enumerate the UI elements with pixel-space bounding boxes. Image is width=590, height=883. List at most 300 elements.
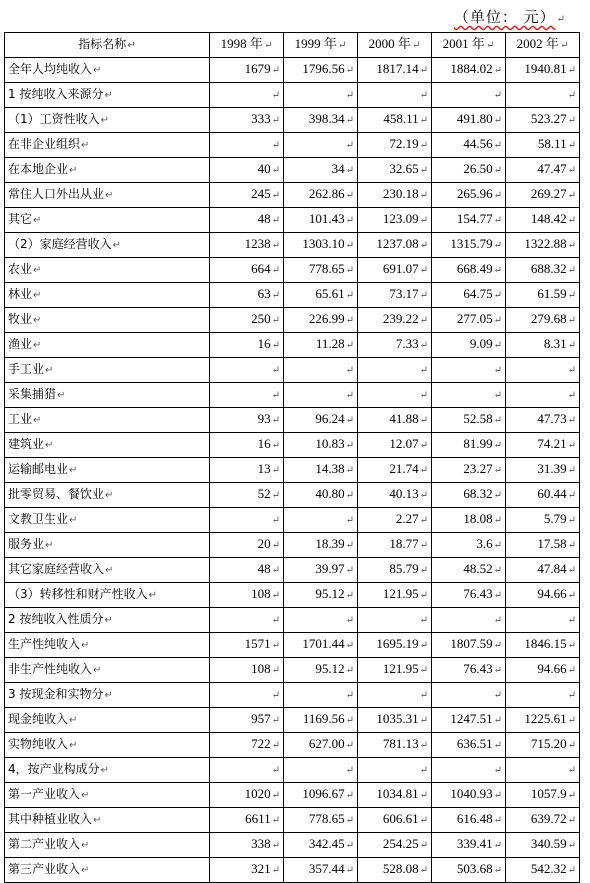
paragraph-mark-icon: ↵ <box>493 665 502 676</box>
row-label-cell: 第二产业收入↵ <box>5 833 210 858</box>
value-cell: 40↵ <box>210 158 284 183</box>
header-cell-2000: 2000 年↵ <box>358 33 432 58</box>
row-label-cell: 运输邮电业↵ <box>5 458 210 483</box>
table-row <box>5 583 580 608</box>
paragraph-mark-icon: ↵ <box>567 265 576 276</box>
value-cell: 778.65↵ <box>284 258 358 283</box>
paragraph-mark-icon: ↵ <box>419 315 428 326</box>
paragraph-mark-icon: ↵ <box>271 865 280 876</box>
paragraph-mark-icon: ↵ <box>345 540 354 551</box>
value-cell: 715.20↵ <box>506 733 580 758</box>
paragraph-mark-icon: ↵ <box>345 790 354 801</box>
paragraph-mark-icon: ↵ <box>419 740 428 751</box>
paragraph-mark-icon: ↵ <box>271 340 280 351</box>
row-label-cell: 林业↵ <box>5 283 210 308</box>
paragraph-mark-icon: ↵ <box>45 365 54 376</box>
row-label-cell: （3）转移性和财产性收入↵ <box>5 583 210 608</box>
table-row <box>5 408 580 433</box>
value-cell: 121.95↵ <box>358 583 432 608</box>
paragraph-mark-icon: ↵ <box>69 465 78 476</box>
paragraph-mark-icon: ↵ <box>567 690 576 701</box>
table-row <box>5 608 580 633</box>
value-cell: 32.65↵ <box>358 158 432 183</box>
row-label-cell: 其它↵ <box>5 208 210 233</box>
paragraph-mark-icon: ↵ <box>271 665 280 676</box>
value-cell: 47.73↵ <box>506 408 580 433</box>
value-cell: 14.38↵ <box>284 458 358 483</box>
paragraph-mark-icon: ↵ <box>345 90 354 101</box>
table-row <box>5 208 580 233</box>
value-cell <box>358 358 432 383</box>
paragraph-mark-icon: ↵ <box>567 415 576 426</box>
paragraph-mark-icon: ↵ <box>271 640 280 651</box>
value-cell <box>506 758 580 783</box>
paragraph-mark-icon: ↵ <box>93 65 102 76</box>
paragraph-mark-icon: ↵ <box>345 290 354 301</box>
value-cell: 1035.31↵ <box>358 708 432 733</box>
value-cell <box>284 758 358 783</box>
table-row <box>5 333 580 358</box>
value-cell: 1817.14↵ <box>358 58 432 83</box>
paragraph-mark-icon: ↵ <box>419 165 428 176</box>
row-label-cell: 3 按现金和实物分↵ <box>5 683 210 708</box>
value-cell: 6611↵ <box>210 808 284 833</box>
paragraph-mark-icon: ↵ <box>493 215 502 226</box>
table-row <box>5 483 580 508</box>
paragraph-mark-icon: ↵ <box>493 840 502 851</box>
paragraph-mark-icon: ↵ <box>345 190 354 201</box>
value-cell: 340.59↵ <box>506 833 580 858</box>
table-row <box>5 833 580 858</box>
paragraph-mark-icon: ↵ <box>493 165 502 176</box>
value-cell: 41.88↵ <box>358 408 432 433</box>
paragraph-mark-icon: ↵ <box>493 65 502 76</box>
paragraph-mark-icon: ↵ <box>271 590 280 601</box>
value-cell <box>210 758 284 783</box>
paragraph-mark-icon: ↵ <box>419 390 428 401</box>
paragraph-mark-icon: ↵ <box>345 165 354 176</box>
unit-label <box>454 6 566 27</box>
paragraph-mark-icon: ↵ <box>493 590 502 601</box>
paragraph-mark-icon: ↵ <box>493 765 502 776</box>
paragraph-mark-icon: ↵ <box>419 215 428 226</box>
value-cell: 1303.10↵ <box>284 233 358 258</box>
paragraph-mark-icon: ↵ <box>81 140 90 151</box>
paragraph-mark-icon: ↵ <box>69 165 78 176</box>
paragraph-mark-icon: ↵ <box>419 415 428 426</box>
value-cell: 1169.56↵ <box>284 708 358 733</box>
paragraph-mark-icon: ↵ <box>493 140 502 151</box>
paragraph-mark-icon: ↵ <box>345 715 354 726</box>
paragraph-mark-icon: ↵ <box>112 240 122 251</box>
value-cell <box>358 383 432 408</box>
paragraph-mark-icon: ↵ <box>33 340 42 351</box>
row-label-cell: 在本地企业↵ <box>5 158 210 183</box>
row-label-cell: 2 按纯收入性质分↵ <box>5 608 210 633</box>
paragraph-mark-icon: ↵ <box>419 190 428 201</box>
paragraph-mark-icon: ↵ <box>345 565 354 576</box>
value-cell: 48↵ <box>210 208 284 233</box>
paragraph-mark-icon: ↵ <box>93 665 102 676</box>
value-cell: 1096.67↵ <box>284 783 358 808</box>
paragraph-mark-icon: ↵ <box>345 140 354 151</box>
value-cell: 60.44↵ <box>506 483 580 508</box>
paragraph-mark-icon: ↵ <box>419 865 428 876</box>
value-cell <box>210 133 284 158</box>
value-cell: 338↵ <box>210 833 284 858</box>
paragraph-mark-icon: ↵ <box>493 690 502 701</box>
paragraph-mark-icon: ↵ <box>345 240 354 251</box>
table-row <box>5 358 580 383</box>
paragraph-mark-icon: ↵ <box>493 415 502 426</box>
value-cell: 279.68↵ <box>506 308 580 333</box>
value-cell: 1796.56↵ <box>284 58 358 83</box>
paragraph-mark-icon: ↵ <box>57 390 66 401</box>
paragraph-mark-icon: ↵ <box>345 590 354 601</box>
row-label-cell: 第一产业收入↵ <box>5 783 210 808</box>
paragraph-mark-icon: ↵ <box>271 690 280 701</box>
value-cell: 13↵ <box>210 458 284 483</box>
value-cell: 722↵ <box>210 733 284 758</box>
value-cell: 1846.15↵ <box>506 633 580 658</box>
paragraph-mark-icon: ↵ <box>419 665 428 676</box>
value-cell <box>284 608 358 633</box>
value-cell: 230.18↵ <box>358 183 432 208</box>
value-cell: 691.07↵ <box>358 258 432 283</box>
paragraph-mark-icon: ↵ <box>567 515 576 526</box>
value-cell: 1315.79↵ <box>432 233 506 258</box>
header-cell-2002: 2002 年↵ <box>506 33 580 58</box>
paragraph-mark-icon: ↵ <box>493 290 502 301</box>
paragraph-mark-icon: ↵ <box>493 390 502 401</box>
value-cell: 321↵ <box>210 858 284 883</box>
paragraph-mark-icon: ↵ <box>493 615 502 626</box>
row-label-cell: 实物纯收入↵ <box>5 733 210 758</box>
paragraph-mark-icon: ↵ <box>567 840 576 851</box>
value-cell <box>210 683 284 708</box>
row-label-cell: 现金纯收入↵ <box>5 708 210 733</box>
paragraph-mark-icon: ↵ <box>45 440 54 451</box>
value-cell <box>432 83 506 108</box>
table-row <box>5 708 580 733</box>
paragraph-mark-icon: ↵ <box>419 515 428 526</box>
paragraph-mark-icon: ↵ <box>493 190 502 201</box>
value-cell: 458.11↵ <box>358 108 432 133</box>
paragraph-mark-icon: ↵ <box>81 840 90 851</box>
paragraph-mark-icon: ↵ <box>104 615 113 626</box>
value-cell: 18.39↵ <box>284 533 358 558</box>
value-cell <box>358 83 432 108</box>
value-cell <box>210 383 284 408</box>
paragraph-mark-icon: ↵ <box>419 465 428 476</box>
value-cell: 1225.61↵ <box>506 708 580 733</box>
paragraph-mark-icon: ↵ <box>419 65 428 76</box>
paragraph-mark-icon: ↵ <box>69 715 78 726</box>
row-label-cell: 文教卫生业↵ <box>5 508 210 533</box>
value-cell: 688.32↵ <box>506 258 580 283</box>
value-cell: 5.79↵ <box>506 508 580 533</box>
paragraph-mark-icon: ↵ <box>271 715 280 726</box>
value-cell: 250↵ <box>210 308 284 333</box>
value-cell: 8.31↵ <box>506 333 580 358</box>
value-cell: 68.32↵ <box>432 483 506 508</box>
paragraph-mark-icon: ↵ <box>33 265 42 276</box>
unit-label-text: （单位： 元） <box>453 8 556 26</box>
paragraph-mark-icon: ↵ <box>493 365 502 376</box>
paragraph-mark-icon: ↵ <box>567 315 576 326</box>
row-label-cell: 4，按产业构成分↵ <box>5 758 210 783</box>
row-label-cell: 1 按纯收入来源分↵ <box>5 83 210 108</box>
paragraph-mark-icon: ↵ <box>567 640 576 651</box>
value-cell: 40.80↵ <box>284 483 358 508</box>
table-row <box>5 683 580 708</box>
value-cell: 34↵ <box>284 158 358 183</box>
table-row <box>5 283 580 308</box>
paragraph-mark-icon: ↵ <box>567 165 576 176</box>
value-cell <box>432 683 506 708</box>
paragraph-mark-icon: ↵ <box>345 765 354 776</box>
paragraph-mark-icon: ↵ <box>567 115 576 126</box>
paragraph-mark-icon: ↵ <box>567 340 576 351</box>
value-cell <box>284 383 358 408</box>
paragraph-mark-icon: ↵ <box>493 465 502 476</box>
paragraph-mark-icon: ↵ <box>567 565 576 576</box>
paragraph-mark-icon: ↵ <box>493 440 502 451</box>
paragraph-mark-icon: ↵ <box>493 265 502 276</box>
value-cell <box>506 358 580 383</box>
value-cell <box>432 758 506 783</box>
header-cell-2001: 2001 年↵ <box>432 33 506 58</box>
value-cell: 333↵ <box>210 108 284 133</box>
paragraph-mark-icon: ↵ <box>567 65 576 76</box>
row-label-cell: 手工业↵ <box>5 358 210 383</box>
paragraph-mark-icon: ↵ <box>493 340 502 351</box>
value-cell: 1884.02↵ <box>432 58 506 83</box>
value-cell: 95.12↵ <box>284 583 358 608</box>
value-cell <box>358 758 432 783</box>
value-cell: 1679↵ <box>210 58 284 83</box>
row-label-cell: 牧业↵ <box>5 308 210 333</box>
table-row <box>5 233 580 258</box>
row-label-cell: 农业↵ <box>5 258 210 283</box>
paragraph-mark-icon: ↵ <box>419 815 428 826</box>
paragraph-mark-icon: ↵ <box>345 640 354 651</box>
value-cell: 96.24↵ <box>284 408 358 433</box>
value-cell <box>284 358 358 383</box>
value-cell: 94.66↵ <box>506 658 580 683</box>
value-cell: 277.05↵ <box>432 308 506 333</box>
value-cell: 342.45↵ <box>284 833 358 858</box>
paragraph-mark-icon: ↵ <box>271 440 280 451</box>
paragraph-mark-icon: ↵ <box>493 315 502 326</box>
paragraph-mark-icon: ↵ <box>345 65 354 76</box>
value-cell: 74.21↵ <box>506 433 580 458</box>
value-cell: 108↵ <box>210 583 284 608</box>
row-label-cell: 在非企业组织↵ <box>5 133 210 158</box>
paragraph-mark-icon: ↵ <box>345 440 354 451</box>
paragraph-mark-icon: ↵ <box>419 840 428 851</box>
paragraph-mark-icon: ↵ <box>419 490 428 501</box>
value-cell: 239.22↵ <box>358 308 432 333</box>
value-cell: 23.27↵ <box>432 458 506 483</box>
paragraph-mark-icon: ↵ <box>271 365 280 376</box>
paragraph-mark-icon: ↵ <box>493 740 502 751</box>
paragraph-mark-icon: ↵ <box>567 365 576 376</box>
value-cell: 47.47↵ <box>506 158 580 183</box>
value-cell: 503.68↵ <box>432 858 506 883</box>
value-cell: 48.52↵ <box>432 558 506 583</box>
paragraph-mark-icon: ↵ <box>567 140 576 151</box>
paragraph-mark-icon: ↵ <box>271 240 280 251</box>
paragraph-mark-icon: ↵ <box>105 565 114 576</box>
paragraph-mark-icon: ↵ <box>567 740 576 751</box>
paragraph-mark-icon: ↵ <box>567 590 576 601</box>
value-cell: 64.75↵ <box>432 283 506 308</box>
value-cell: 9.09↵ <box>432 333 506 358</box>
paragraph-mark-icon: ↵ <box>271 65 280 76</box>
paragraph-mark-icon: ↵ <box>271 815 280 826</box>
table-body <box>5 58 580 883</box>
table-row <box>5 533 580 558</box>
paragraph-mark-icon: ↵ <box>345 740 354 751</box>
paragraph-mark-icon: ↵ <box>271 90 280 101</box>
paragraph-mark-icon: ↵ <box>567 390 576 401</box>
row-label-cell: 全年人均纯收入↵ <box>5 58 210 83</box>
value-cell: 639.72↵ <box>506 808 580 833</box>
row-label-cell: 其中种植业收入↵ <box>5 808 210 833</box>
paragraph-mark-icon: ↵ <box>271 190 280 201</box>
value-cell: 61.59↵ <box>506 283 580 308</box>
paragraph-mark-icon: ↵ <box>271 390 280 401</box>
paragraph-mark-icon: ↵ <box>493 565 502 576</box>
table-row <box>5 458 580 483</box>
paragraph-mark-icon: ↵ <box>345 615 354 626</box>
value-cell: 668.49↵ <box>432 258 506 283</box>
paragraph-mark-icon: ↵ <box>419 615 428 626</box>
paragraph-mark-icon: ↵ <box>567 90 576 101</box>
paragraph-mark-icon: ↵ <box>419 640 428 651</box>
paragraph-mark-icon: ↵ <box>81 865 90 876</box>
paragraph-mark-icon: ↵ <box>493 490 502 501</box>
value-cell: 664↵ <box>210 258 284 283</box>
row-label-cell: （2）家庭经营收入↵ <box>5 233 210 258</box>
paragraph-mark-icon: ↵ <box>567 815 576 826</box>
paragraph-mark-icon: ↵ <box>345 815 354 826</box>
value-cell: 7.33↵ <box>358 333 432 358</box>
value-cell: 3.6↵ <box>432 533 506 558</box>
value-cell: 39.97↵ <box>284 558 358 583</box>
paragraph-mark-icon: ↵ <box>69 515 78 526</box>
value-cell: 93↵ <box>210 408 284 433</box>
value-cell: 1247.51↵ <box>432 708 506 733</box>
paragraph-mark-icon: ↵ <box>104 690 113 701</box>
paragraph-mark-icon: ↵ <box>419 340 428 351</box>
paragraph-mark-icon: ↵ <box>419 115 428 126</box>
value-cell: 269.27↵ <box>506 183 580 208</box>
paragraph-mark-icon: ↵ <box>345 865 354 876</box>
value-cell: 81.99↵ <box>432 433 506 458</box>
row-label-cell: （1）工资性收入↵ <box>5 108 210 133</box>
paragraph-mark-icon: ↵ <box>271 615 280 626</box>
table-row <box>5 508 580 533</box>
income-table <box>4 32 580 883</box>
value-cell: 339.41↵ <box>432 833 506 858</box>
value-cell: 18.08↵ <box>432 508 506 533</box>
paragraph-mark-icon: ↵ <box>493 715 502 726</box>
table-row <box>5 133 580 158</box>
paragraph-mark-icon: ↵ <box>345 365 354 376</box>
table-row <box>5 433 580 458</box>
paragraph-mark-icon: ↵ <box>271 215 280 226</box>
value-cell <box>432 383 506 408</box>
value-cell: 265.96↵ <box>432 183 506 208</box>
value-cell <box>284 83 358 108</box>
paragraph-mark-icon: ↵ <box>271 290 280 301</box>
row-label-cell: 生产性纯收入↵ <box>5 633 210 658</box>
paragraph-mark-icon: ↵ <box>493 540 502 551</box>
value-cell: 528.08↵ <box>358 858 432 883</box>
table-row <box>5 183 580 208</box>
value-cell: 1040.93↵ <box>432 783 506 808</box>
table-row <box>5 758 580 783</box>
value-cell: 16↵ <box>210 333 284 358</box>
paragraph-mark-icon: ↵ <box>33 315 42 326</box>
paragraph-mark-icon: ↵ <box>419 765 428 776</box>
paragraph-mark-icon: ↵ <box>567 665 576 676</box>
paragraph-mark-icon: ↵ <box>93 815 102 826</box>
value-cell: 123.09↵ <box>358 208 432 233</box>
row-label-cell: 非生产性纯收入↵ <box>5 658 210 683</box>
value-cell <box>506 608 580 633</box>
paragraph-mark-icon: ↵ <box>33 290 42 301</box>
paragraph-mark-icon: ↵ <box>271 315 280 326</box>
value-cell: 94.66↵ <box>506 583 580 608</box>
paragraph-mark-icon: ↵ <box>493 640 502 651</box>
table-row <box>5 858 580 883</box>
header-cell-1999: 1999 年↵ <box>284 33 358 58</box>
table-row <box>5 108 580 133</box>
value-cell: 73.17↵ <box>358 283 432 308</box>
value-cell: 12.07↵ <box>358 433 432 458</box>
value-cell <box>284 683 358 708</box>
value-cell: 1057.9↵ <box>506 783 580 808</box>
paragraph-mark-icon: ↵ <box>493 115 502 126</box>
value-cell: 16↵ <box>210 433 284 458</box>
value-cell <box>210 358 284 383</box>
paragraph-mark-icon: ↵ <box>419 715 428 726</box>
value-cell: 85.79↵ <box>358 558 432 583</box>
value-cell: 2.27↵ <box>358 508 432 533</box>
paragraph-mark-icon: ↵ <box>69 740 78 751</box>
value-cell <box>284 508 358 533</box>
row-label-cell: 采集捕猎↵ <box>5 383 210 408</box>
paragraph-mark-icon: ↵ <box>419 140 428 151</box>
table-row <box>5 808 580 833</box>
paragraph-mark-icon: ↵ <box>567 215 576 226</box>
paragraph-mark-icon: ↵ <box>419 590 428 601</box>
paragraph-mark-icon: ↵ <box>567 790 576 801</box>
paragraph-mark-icon: ↵ <box>271 465 280 476</box>
value-cell: 58.11↵ <box>506 133 580 158</box>
paragraph-mark-icon: ↵ <box>345 665 354 676</box>
table-row <box>5 558 580 583</box>
value-cell: 1034.81↵ <box>358 783 432 808</box>
paragraph-mark-icon: ↵ <box>345 490 354 501</box>
value-cell <box>210 83 284 108</box>
value-cell: 1238↵ <box>210 233 284 258</box>
paragraph-mark-icon: ↵ <box>493 865 502 876</box>
paragraph-mark-icon: ↵ <box>345 415 354 426</box>
